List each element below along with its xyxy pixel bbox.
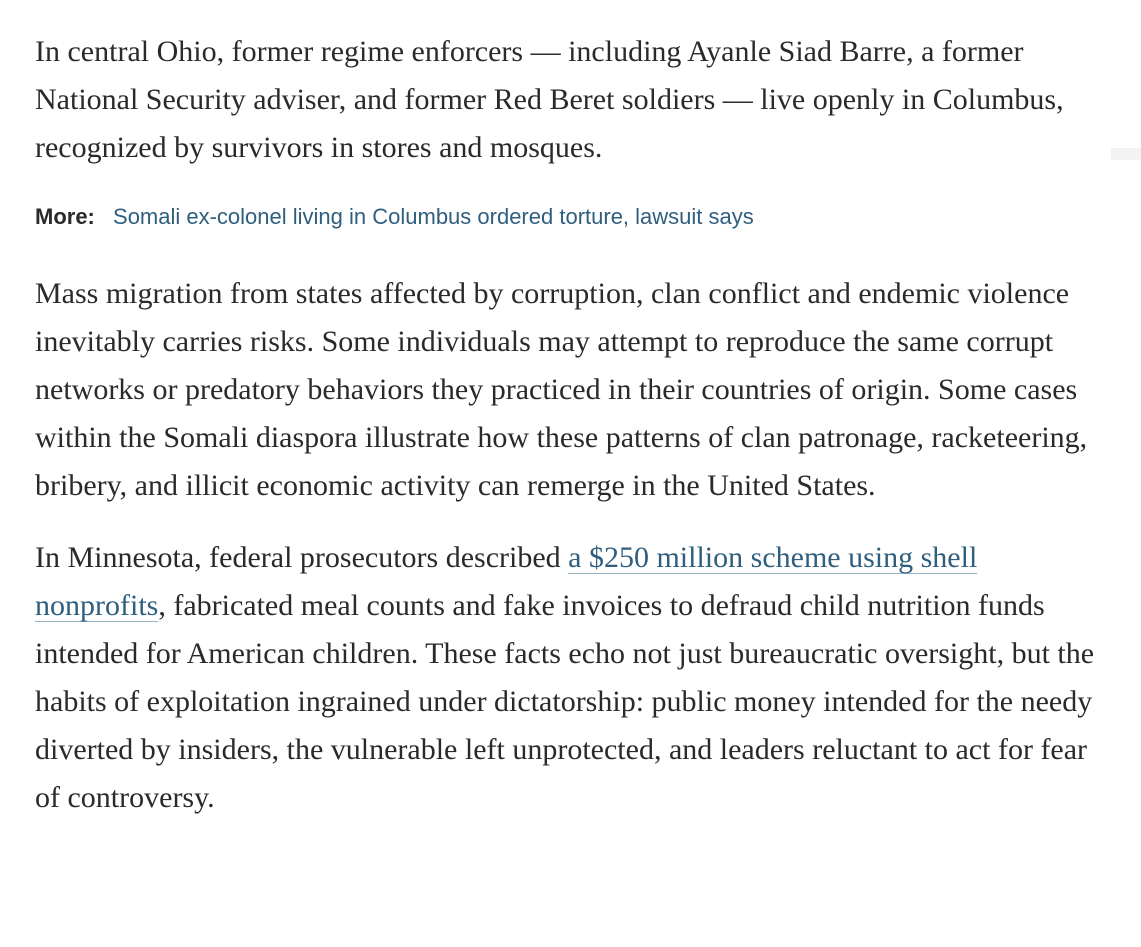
scroll-edge-marker	[1111, 148, 1141, 160]
more-label: More:	[35, 204, 95, 229]
paragraph-ohio: In central Ohio, former regime enforcers — including Ayanle Siad Barre, a former National Security adviser, and former Red Beret soldiers — live openly in Columbus, recognized by survivors in stores and mosques.	[35, 35, 1064, 164]
scheme-article-link[interactable]: a $250 million scheme using shell nonprofits	[35, 541, 978, 622]
paragraph-mass-migration: Mass migration from states affected by corruption, clan conflict and endemic violence inevitably carries risks. Some individuals may attempt to reproduce the same corrupt networks or predatory behaviors they practiced in their countries of origin. Some cases within the Somali diaspora illustrate how these patterns of clan patronage, racketeering, bribery, and illicit economic activity can remerge in the United States.	[35, 277, 1088, 502]
minnesota-text-rest: , fabricated meal counts and fake invoices to defraud child nutrition funds intended for American children. These facts echo not just bureaucratic oversight, but the habits of exploitation ingrained under dictatorship: public money intended for the needy diverted by insiders, the vulnerable left unprotected, and leaders reluctant to act for fear of controversy.	[35, 589, 1095, 814]
related-link-row	[35, 202, 1115, 232]
article-body	[35, 28, 1115, 822]
paragraph-minnesota	[35, 534, 1115, 822]
related-article-link[interactable]: Somali ex-colonel living in Columbus ordered torture, lawsuit says	[113, 204, 754, 229]
minnesota-text-start: In Minnesota, federal prosecutors described	[35, 541, 569, 574]
